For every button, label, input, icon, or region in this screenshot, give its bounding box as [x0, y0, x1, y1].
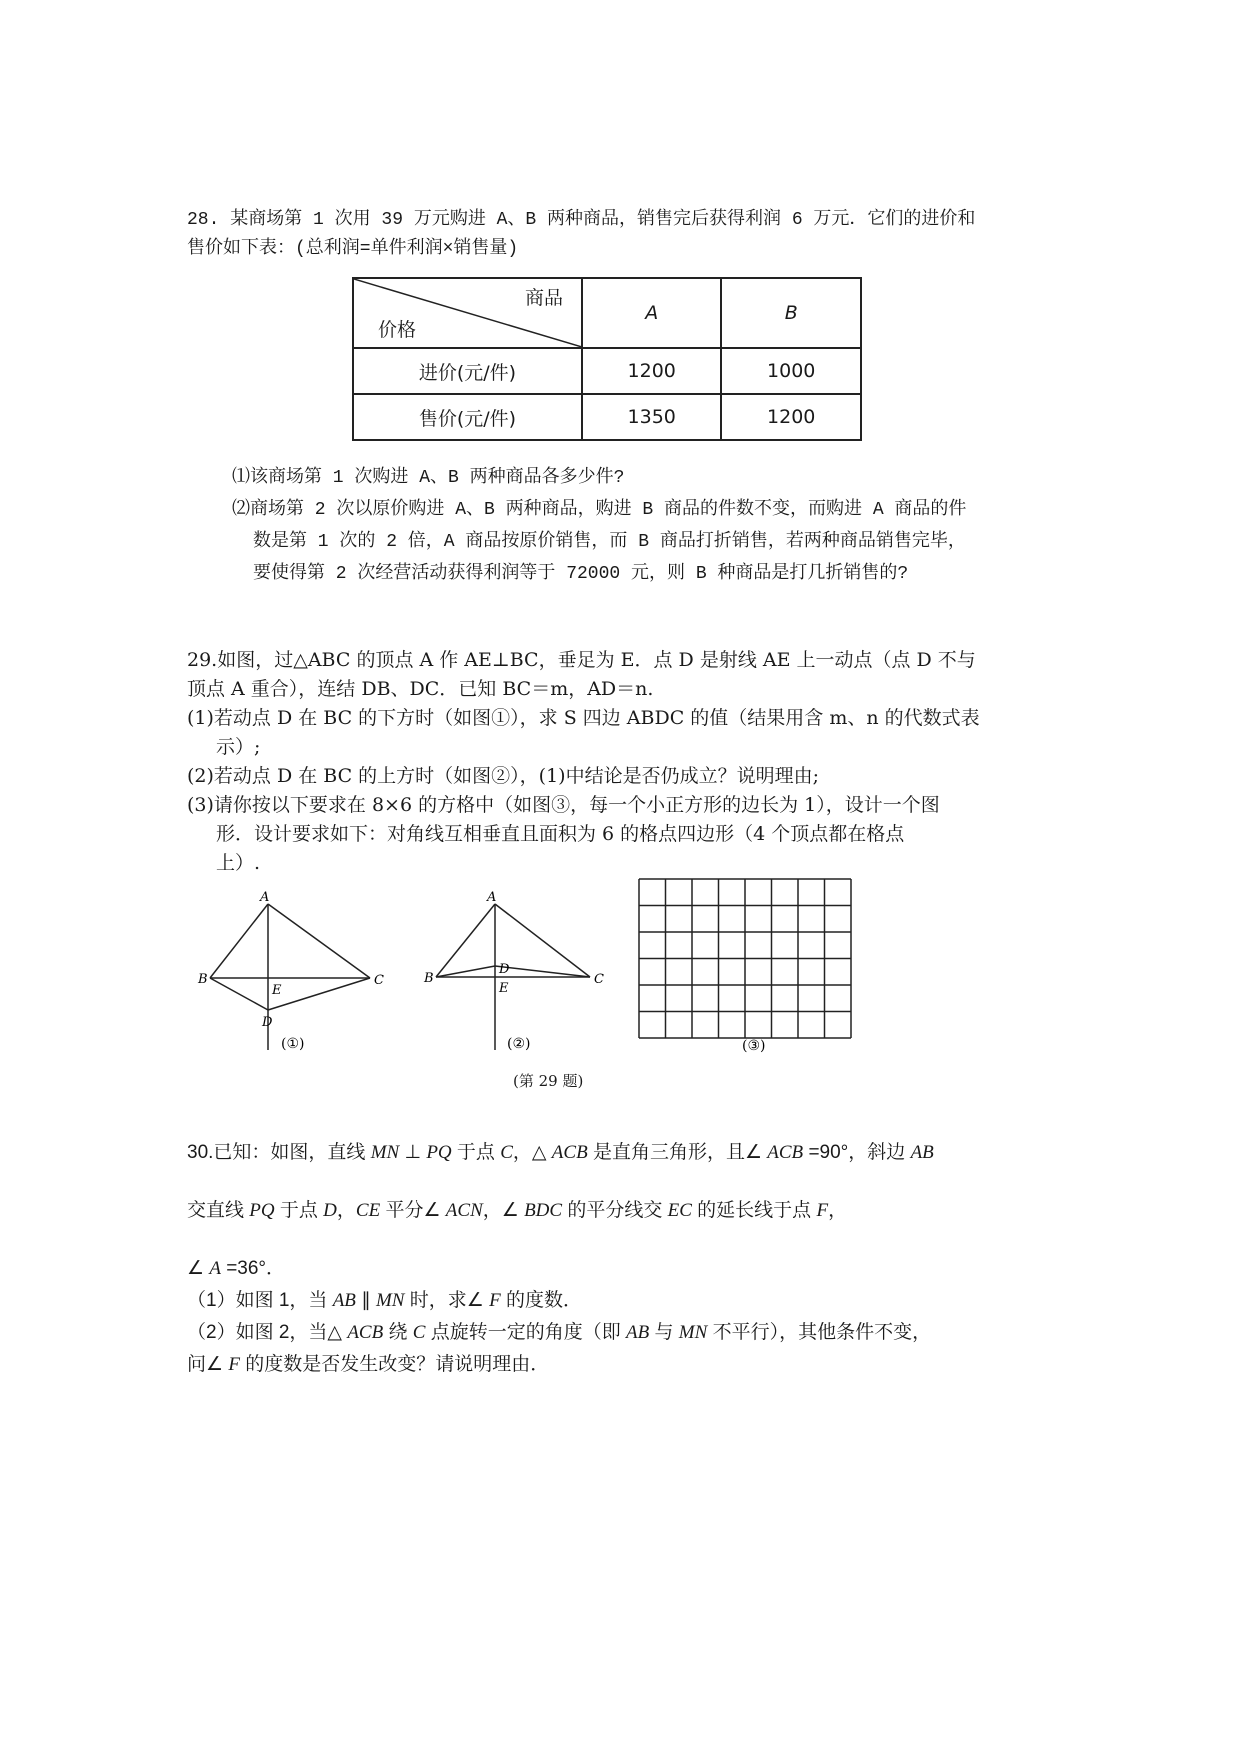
table-cell: 1350 — [582, 394, 722, 440]
table-row-label: 售价(元/件) — [353, 394, 582, 440]
q28-sub2-line2: 数是第 1 次的 2 倍，A 商品按原价销售，而 B 商品打折销售，若两种商品销售完毕， — [253, 532, 966, 552]
q30-line1: 30.已知：如图，直线 MN ⊥ PQ 于点 C，△ ACB 是直角三角形，且∠ ACB =90°，斜边 AB — [187, 1142, 934, 1163]
label-C: C — [594, 972, 604, 987]
q29-figures-caption: (第 29 题) — [513, 1072, 584, 1090]
table-row — [353, 348, 861, 394]
q30-line4: （1）如图 1，当 AB ∥ MN 时，求∠ F 的度数． — [187, 1290, 582, 1311]
label-D: D — [499, 962, 510, 977]
q28-sub2-line1: ⑵商场第 2 次以原价购进 A、B 两种商品，购进 B 商品的件数不变，而购进 A 商品的件 — [232, 500, 967, 520]
table-col-b: B — [721, 278, 861, 348]
table-row-label: 进价(元/件) — [353, 348, 582, 394]
q30-line2: 交直线 PQ 于点 D，CE 平分∠ ACN，∠ BDC 的平分线交 EC 的延长线于点 F， — [187, 1200, 848, 1221]
label-B: B — [424, 971, 434, 986]
table-cell: 1000 — [721, 348, 861, 394]
q29-figure-3-grid — [637, 877, 862, 1057]
q29-line7: 形．设计要求如下：对角线互相垂直且面积为 6 的格点四边形（4 个顶点都在格点 — [216, 823, 905, 845]
q30-line6: 问∠ F 的度数是否发生改变？请说明理由． — [187, 1354, 550, 1375]
table-row — [353, 394, 861, 440]
fig2-caption: (②) — [507, 1036, 531, 1052]
q30-line3: ∠ A =36°． — [187, 1258, 286, 1279]
q28-sub2-line3: 要使得第 2 次经营活动获得利润等于 72000 元，则 B 种商品是打几折销售的? — [253, 564, 909, 584]
fig3-caption: (③) — [742, 1038, 766, 1054]
table-cell: 1200 — [582, 348, 722, 394]
table-header-goods: 商品 — [524, 287, 563, 309]
q29-line5: (2)若动点 D 在 BC 的上方时（如图②），(1)中结论是否仍成立？说明理由; — [187, 765, 819, 787]
q29-line2: 顶点 A 重合），连结 DB、DC．已知 BC＝m，AD＝n. — [187, 678, 654, 700]
label-A: A — [260, 890, 270, 905]
table-col-a: A — [582, 278, 722, 348]
q29-figure-1 — [195, 888, 395, 1058]
label-A: A — [487, 890, 497, 905]
q29-line8: 上）. — [216, 852, 261, 874]
q29-line4: 示）; — [216, 736, 261, 758]
q28-line1: 28. 某商场第 1 次用 39 万元购进 A、B 两种商品，销售完后获得利润 6 万元．它们的进价和 — [187, 210, 976, 230]
label-C: C — [374, 973, 384, 988]
label-E: E — [499, 981, 509, 996]
table-cell: 1200 — [721, 394, 861, 440]
q29-line6: (3)请你按以下要求在 8×6 的方格中（如图③，每一个小正方形的边长为 1），设计一个图 — [187, 794, 940, 816]
label-E: E — [272, 983, 282, 998]
q28-price-table — [352, 277, 862, 441]
q29-line3: (1)若动点 D 在 BC 的下方时（如图①），求 S 四边 ABDC 的值（结果用含 m、n 的代数式表 — [187, 707, 980, 729]
q29-figure-2 — [420, 888, 620, 1058]
table-diagonal-header — [353, 278, 582, 348]
q29-line1: 29.如图，过△ABC 的顶点 A 作 AE⊥BC，垂足为 E．点 D 是射线 AE 上一动点（点 D 不与 — [187, 649, 976, 671]
table-header-price: 价格 — [378, 319, 417, 341]
label-D: D — [262, 1015, 273, 1030]
q28-line2: 售价如下表：(总利润=单件利润×销售量) — [187, 239, 519, 259]
q28-sub1: ⑴该商场第 1 次购进 A、B 两种商品各多少件? — [232, 468, 625, 488]
fig1-caption: (①) — [281, 1036, 305, 1052]
q30-line5: （2）如图 2，当△ ACB 绕 C 点旋转一定的角度（即 AB 与 MN 不平行），其他条件不变， — [187, 1322, 932, 1343]
label-B: B — [198, 972, 208, 987]
